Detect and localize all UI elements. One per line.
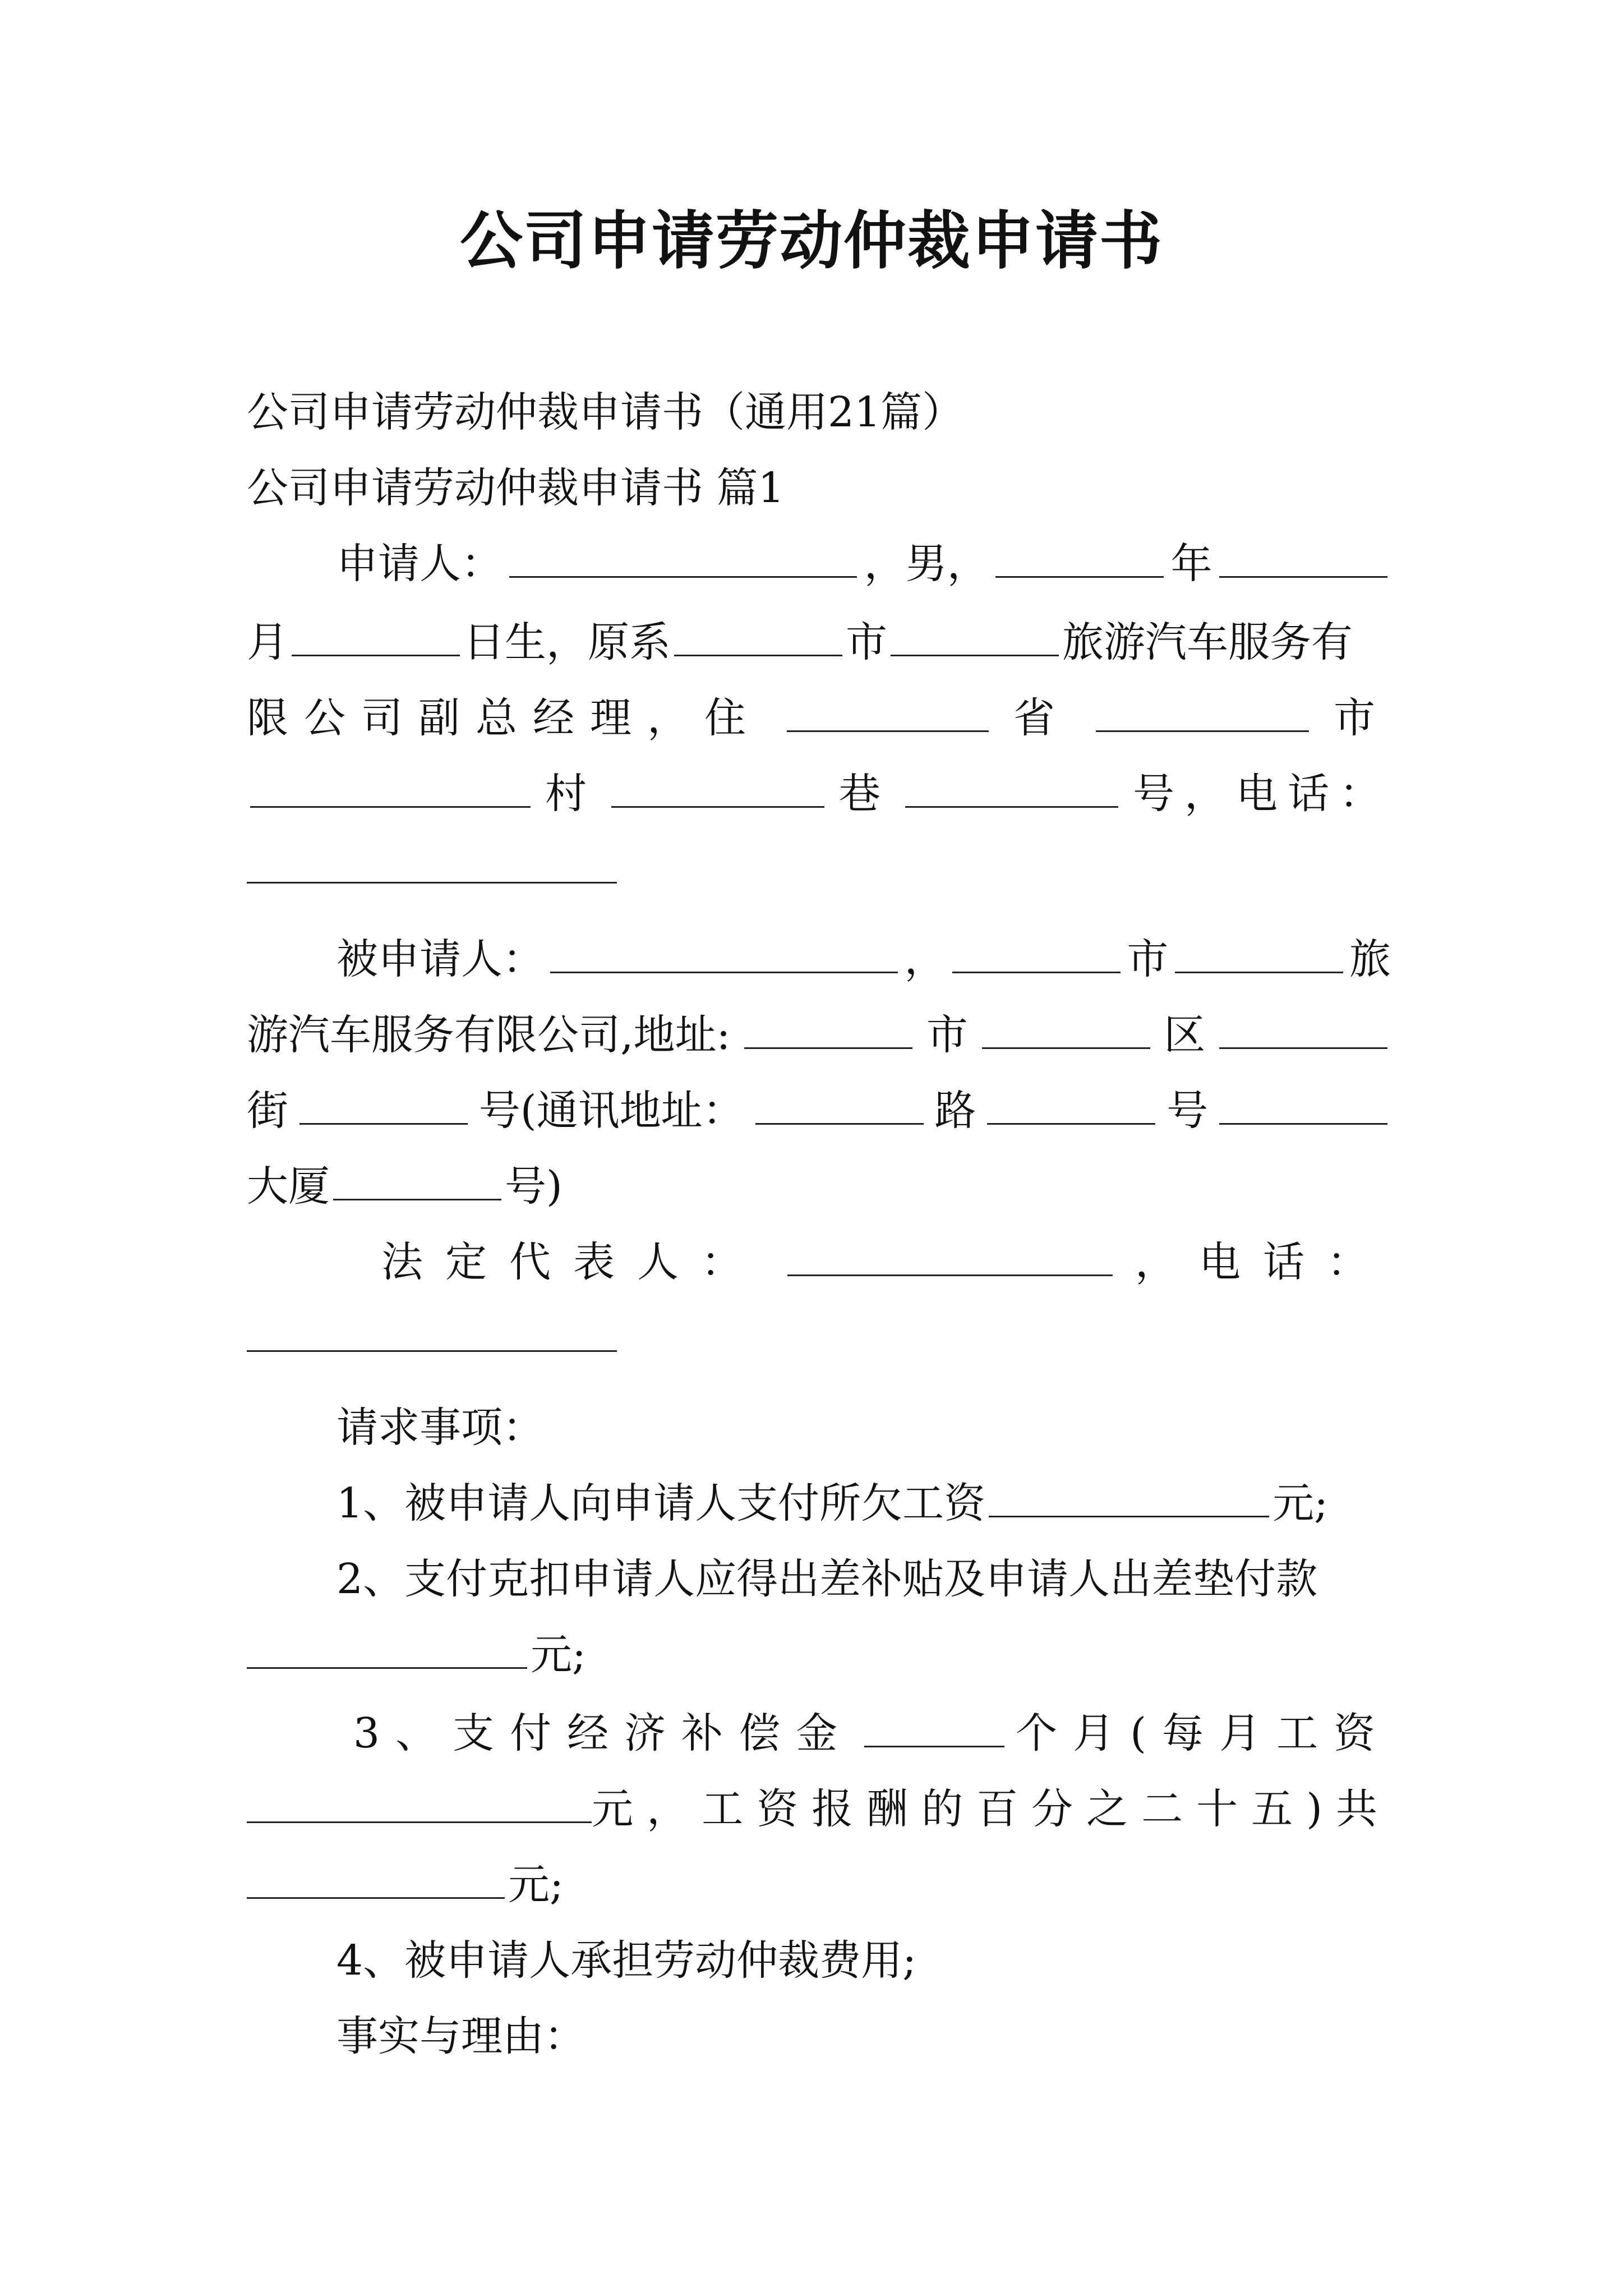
- claim-3-total-blank: [247, 1859, 505, 1899]
- document-title: 公司申请劳动仲裁申请书: [460, 205, 1163, 278]
- claim-2-line-2: [247, 1627, 1391, 1683]
- claim-3-salary-blank: [247, 1783, 592, 1823]
- article-heading: 公司申请劳动仲裁申请书 篇1: [247, 464, 785, 512]
- province-blank: [787, 692, 989, 732]
- year-text: 年: [1170, 540, 1212, 588]
- day-origin-text: 日生，原系: [463, 618, 671, 666]
- claim-3-line-2: [247, 1781, 1391, 1837]
- village-text: 村: [545, 770, 597, 818]
- province-text: 省: [1013, 694, 1071, 742]
- applicant-line-2: [247, 614, 1391, 670]
- lane-blank: [905, 768, 1118, 808]
- claim-3-months-blank: [864, 1708, 1004, 1747]
- address-city-blank: [744, 1009, 912, 1049]
- building-name-blank: [1219, 1085, 1387, 1125]
- claim-3-line-3: [247, 1857, 1391, 1913]
- origin-city-blank: [674, 616, 842, 656]
- building-text: 大厦: [247, 1162, 330, 1211]
- respondent-name-blank: [550, 933, 898, 973]
- company-name-blank: [891, 616, 1059, 656]
- respondent-line-3: [247, 1083, 1391, 1139]
- applicant-line-4: [247, 766, 1391, 822]
- legal-rep-label: 法定代表人：: [381, 1238, 765, 1286]
- subtitle: 公司申请劳动仲裁申请书（通用21篇）: [247, 388, 964, 436]
- applicant-phone-blank: [247, 844, 617, 884]
- claim-3-text: 3、支付经济补偿金: [353, 1709, 854, 1757]
- building-number-blank: [333, 1161, 501, 1200]
- claim-1-unit: 元;: [1272, 1479, 1329, 1527]
- legal-rep-line: [381, 1234, 1391, 1290]
- respondent-label: 被申请人：: [336, 935, 544, 983]
- respondent-city-text: 市: [1127, 935, 1169, 983]
- number-text: 号: [1166, 1087, 1209, 1135]
- claim-2-amount-blank: [247, 1629, 527, 1669]
- legal-rep-phone-text: ，电话：: [1135, 1238, 1391, 1286]
- company-address-text: 游汽车服务有限公司,地址:: [247, 1011, 731, 1059]
- number-close-text: 号): [505, 1162, 562, 1211]
- birth-year-blank: [995, 538, 1164, 578]
- address-district-blank: [982, 1009, 1150, 1049]
- city2-text: 市: [1334, 694, 1391, 742]
- address-street-blank: [1219, 1009, 1387, 1049]
- residence-city-blank: [1096, 692, 1309, 732]
- applicant-line-3: [247, 690, 1391, 746]
- contact-road-blank: [755, 1085, 924, 1125]
- street-text: 街: [247, 1087, 288, 1135]
- travel-text: 旅: [1349, 935, 1391, 983]
- legal-rep-phone-blank: [247, 1312, 617, 1352]
- road-text: 路: [934, 1087, 976, 1135]
- applicant-name-blank: [509, 538, 857, 578]
- claim-1: [336, 1475, 1391, 1531]
- respondent-line-1: [336, 931, 1391, 987]
- respondent-line-4: [247, 1158, 1391, 1214]
- respondent-city-blank: [952, 933, 1121, 973]
- street-number-blank: [299, 1085, 468, 1125]
- contact-address-text: 号(通讯地址：: [478, 1087, 744, 1135]
- claim-2-unit: 元;: [531, 1631, 586, 1679]
- legal-rep-name-blank: [787, 1236, 1113, 1276]
- birth-month-blank: [1219, 538, 1387, 578]
- claim-3-monthly-text: 个月(每月工资: [1016, 1709, 1391, 1757]
- respondent-line-2: [247, 1007, 1391, 1063]
- claim-2-text: 2、支付克扣申请人应得出差补贴及申请人出差垫付款: [336, 1555, 1318, 1603]
- claim-1-text: 1、被申请人向申请人支付所欠工资: [336, 1479, 986, 1527]
- lane-text: 巷: [839, 770, 891, 818]
- road-number-blank: [987, 1085, 1155, 1125]
- applicant-label: 申请人：: [336, 540, 502, 588]
- claim-3-unit: 元;: [508, 1861, 564, 1909]
- company-text: 旅游汽车服务有: [1062, 618, 1353, 666]
- gender-text: ，男，: [864, 540, 989, 588]
- legal-rep-line-2: [247, 1310, 1391, 1366]
- applicant-line-1: [336, 536, 1391, 592]
- city-text: 市: [846, 618, 887, 666]
- county-blank: [250, 768, 531, 808]
- comma-text: ，: [904, 935, 946, 983]
- position-residence-text: 限公司副总经理，住: [247, 694, 762, 742]
- address-city-text: 市: [926, 1011, 968, 1059]
- district-text: 区: [1164, 1011, 1206, 1059]
- respondent-company-blank: [1175, 933, 1343, 973]
- claim-4: 4、被申请人承担劳动仲裁费用;: [336, 1936, 917, 1985]
- number-phone-text: 号，电话：: [1133, 770, 1391, 818]
- claim-3-compensation-text: 元，工资报酬的百分之二十五)共: [592, 1785, 1391, 1833]
- claim-3-line-1: [353, 1705, 1391, 1761]
- village-blank: [611, 768, 824, 808]
- month-text: 月: [247, 618, 288, 666]
- birth-day-blank: [292, 616, 460, 656]
- claim-1-amount-blank: [989, 1478, 1269, 1517]
- facts-heading: 事实与理由：: [336, 2012, 585, 2060]
- claims-heading: 请求事项：: [336, 1404, 544, 1452]
- applicant-line-5: [247, 841, 1391, 898]
